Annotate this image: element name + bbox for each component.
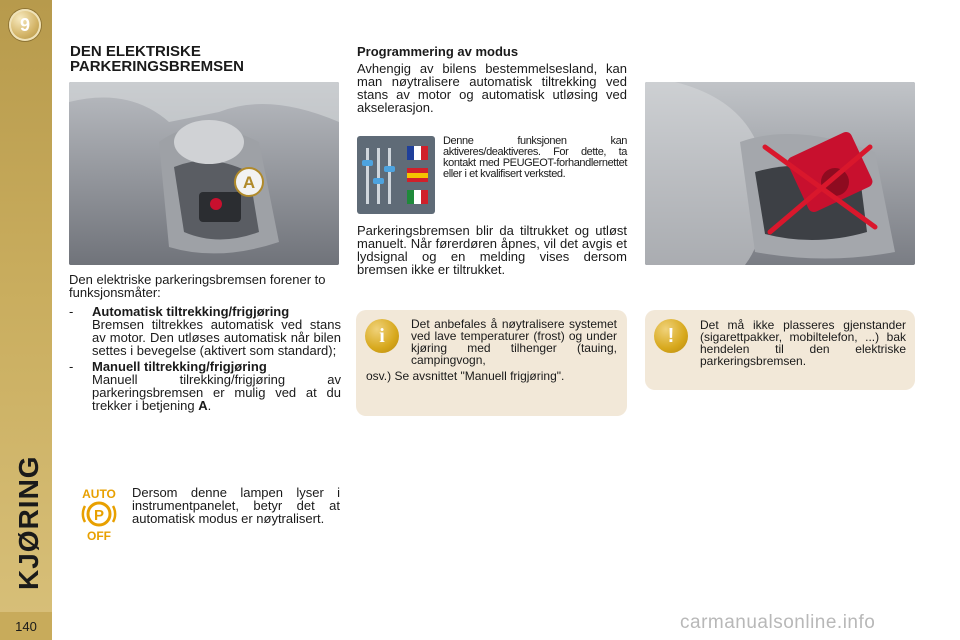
list-dash: - bbox=[69, 304, 74, 319]
chapter-title: KJØRING bbox=[13, 455, 44, 590]
warning-note-text: Det må ikke plasseres gjenstander (sigarettpakker, mobiltelefon, ...) bak hendelen til den elektriske parkeringsbremsen. bbox=[700, 318, 906, 368]
list-dash: - bbox=[69, 359, 74, 374]
list-item-body bbox=[92, 373, 341, 412]
page-number: 140 bbox=[0, 612, 52, 640]
info-note-text-tail: osv.) Se avsnittet "Manuell frigjøring". bbox=[366, 369, 565, 383]
list-item-body-end: . bbox=[207, 398, 212, 413]
console-warning-illustration bbox=[645, 82, 915, 265]
chapter-number-badge bbox=[9, 9, 41, 41]
lamp-p-label: P bbox=[93, 507, 105, 524]
chapter-number: 9 bbox=[19, 14, 30, 35]
lamp-description: Dersom denne lampen lyser i instrumentpanelet, betyr det at automatisk modus er nøytralisert. bbox=[132, 485, 340, 526]
warning-note bbox=[645, 310, 915, 390]
console-illustration bbox=[69, 82, 339, 265]
section-title: DEN ELEKTRISKE PARKERINGSBREMSEN bbox=[70, 43, 244, 75]
programming-text: Avhengig av bilens bestemmelsesland, kan man nøytralisere automatisk tiltrekking ved stans av motor og automatisk utløsing ved akselerasjon. bbox=[357, 61, 627, 115]
list-item-body-text: Manuell tilrekking/frigjøring av parkeringsbremsen er mulig ved at du trekker i betjening bbox=[92, 372, 341, 413]
forbidden-objects-photo bbox=[645, 82, 915, 265]
list-item-heading: Automatisk tiltrekking/frigjøring bbox=[92, 304, 290, 319]
programming-heading: Programmering av modus bbox=[357, 44, 519, 59]
control-reference: A bbox=[198, 398, 208, 413]
settings-note: Denne funksjonen kan aktiveres/deaktiveres. For dette, ta kontakt med PEUGEOT-forhandlernettet eller i et kvalifisert verksted. bbox=[443, 135, 627, 180]
manual-mode-text: Parkeringsbremsen blir da tiltrukket og utløst manuelt. Når førerdøren åpnes, vil det avgis et lydsignal og en melding vises dersom bremsen ikke er tiltrukket. bbox=[357, 223, 627, 277]
info-note bbox=[356, 310, 627, 416]
info-icon: i bbox=[365, 319, 399, 353]
country-settings-icon bbox=[357, 136, 435, 214]
callout-a-label: A bbox=[242, 173, 256, 192]
intro-text: Den elektriske parkeringsbremsen forener to funksjonsmåter: bbox=[69, 272, 326, 300]
warning-icon: ! bbox=[654, 319, 688, 353]
lamp-off-label: OFF bbox=[87, 529, 111, 542]
info-note-text: Det anbefales å nøytralisere systemet ved lave temperaturer (frost) og under kjøring med tilhenger (tauing, campingvogn, bbox=[411, 317, 617, 367]
list-item-heading: Manuell tiltrekking/frigjøring bbox=[92, 359, 267, 374]
watermark: carmanualsonline.info bbox=[680, 612, 876, 633]
lamp-auto-label: AUTO bbox=[82, 487, 116, 501]
list-item-body: Bremsen tiltrekkes automatisk ved stans av motor. Den utløses automatisk når bilen settes i bevegelse (aktivert som standard); bbox=[92, 317, 341, 358]
auto-p-off-lamp-icon bbox=[76, 486, 122, 542]
parking-brake-photo bbox=[69, 82, 339, 265]
function-list bbox=[69, 305, 341, 415]
